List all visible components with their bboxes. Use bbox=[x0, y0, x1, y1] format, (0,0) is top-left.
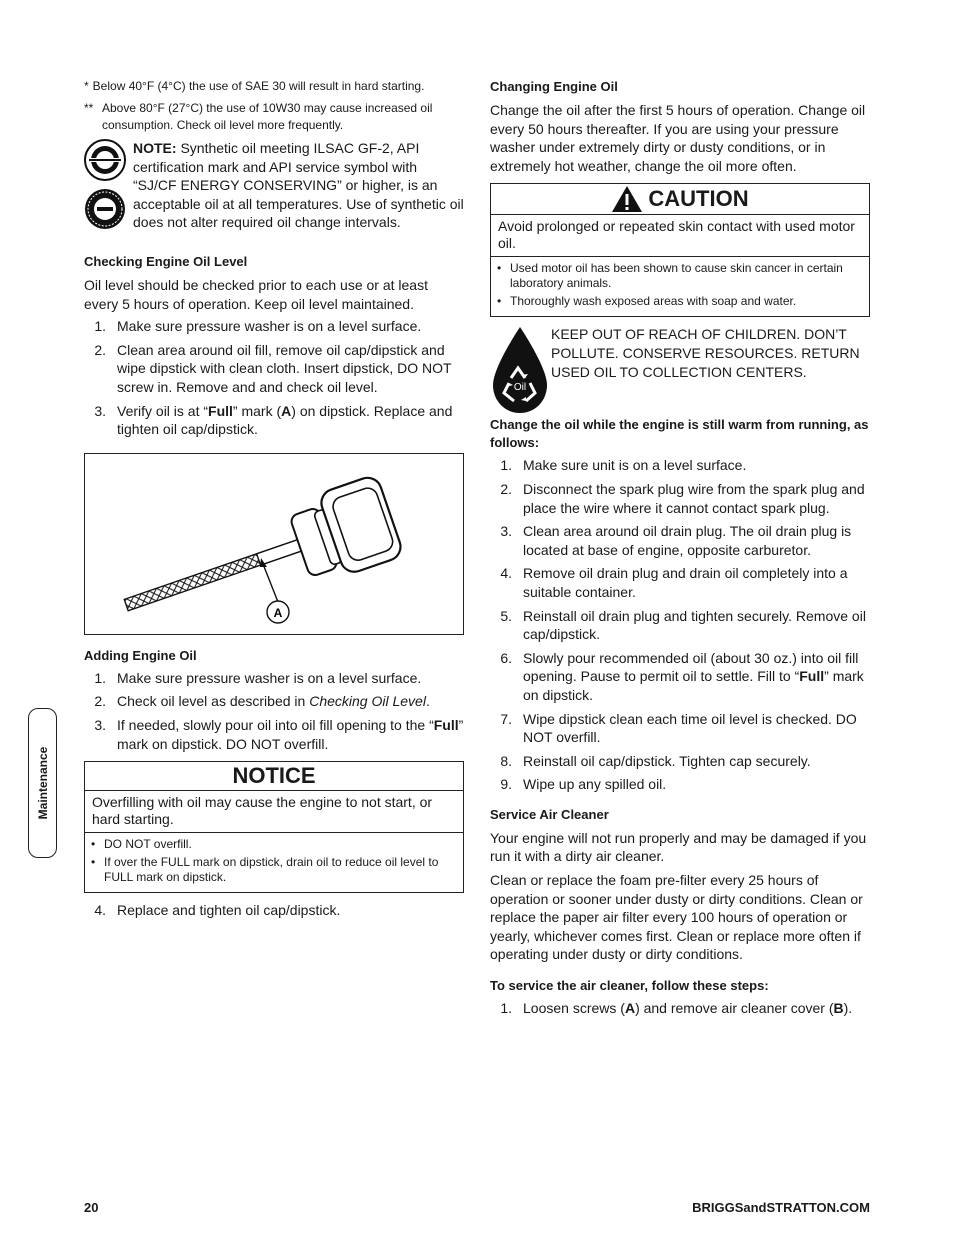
checking-steps bbox=[84, 317, 464, 439]
list-item bbox=[497, 294, 863, 309]
step-text bbox=[117, 402, 464, 439]
list-item bbox=[490, 456, 870, 475]
step-number: 4. bbox=[94, 902, 106, 919]
text-run: ” mark on dipstick. bbox=[523, 668, 864, 703]
list-item bbox=[84, 341, 464, 397]
text-run: Slowly pour recommended oil (about 30 oz.) into oil fill opening. Pause to permit oil to settle. Fill to “ bbox=[523, 649, 859, 685]
dipstick-illustration bbox=[85, 454, 463, 634]
caution-box bbox=[490, 183, 870, 317]
step-text: Replace and tighten oil cap/dipstick. bbox=[117, 902, 341, 919]
step-number: 1. bbox=[94, 318, 106, 335]
text-run: Full bbox=[799, 668, 825, 685]
list-item bbox=[490, 999, 870, 1018]
text-run: Full bbox=[208, 402, 233, 419]
adding-steps bbox=[84, 669, 464, 753]
step-text bbox=[523, 649, 870, 705]
step-text: Make sure unit is on a level surface. bbox=[523, 457, 747, 474]
oil-label: Oil bbox=[513, 382, 527, 394]
caution-main: Avoid prolonged or repeated skin contact with used motor oil. bbox=[491, 215, 869, 257]
list-item bbox=[91, 855, 457, 885]
caution-heading: CAUTION bbox=[648, 186, 749, 212]
bullet-icon: • bbox=[91, 837, 96, 852]
step-number: 6. bbox=[500, 649, 512, 666]
text-run: B bbox=[833, 1000, 844, 1017]
text-run: ). bbox=[843, 1000, 853, 1017]
list-item bbox=[84, 716, 464, 753]
caution-header bbox=[491, 184, 869, 215]
bullet-icon: • bbox=[497, 261, 502, 276]
oil-recycle-drop-icon bbox=[490, 325, 550, 415]
bullet-text: Thoroughly wash exposed areas with soap and water. bbox=[510, 294, 797, 309]
changing-heading: Changing Engine Oil bbox=[490, 79, 618, 94]
bullet-icon: • bbox=[91, 855, 96, 870]
bullet-text: DO NOT overfill. bbox=[104, 837, 192, 852]
air-cleaner-heading: Service Air Cleaner bbox=[490, 806, 609, 822]
text-run: Loosen screws ( bbox=[523, 1000, 625, 1017]
text-run: Full bbox=[433, 716, 459, 733]
list-item bbox=[84, 317, 464, 336]
certification-mark-icon bbox=[84, 188, 126, 230]
air-cleaner-steps bbox=[490, 999, 870, 1018]
footnote-mark: * bbox=[84, 79, 89, 93]
text-run: ” mark ( bbox=[232, 402, 282, 419]
step-text bbox=[523, 999, 870, 1018]
step-text bbox=[117, 692, 464, 711]
step-number: 9. bbox=[500, 776, 512, 793]
note-paragraph bbox=[133, 139, 464, 237]
list-item bbox=[91, 837, 457, 852]
list-item bbox=[490, 607, 870, 644]
callout-label-a: A bbox=[273, 605, 283, 620]
footer-website: BRIGGSandSTRATTON.COM bbox=[692, 1200, 870, 1215]
step-text: Clean area around oil fill, remove oil cap/dipstick and wipe dipstick with clean cloth. Insert dipstick, DO NOT screw in. Remove and and check oil level. bbox=[117, 341, 452, 395]
footnote bbox=[84, 78, 464, 95]
step-text: Make sure pressure washer is on a level surface. bbox=[117, 669, 422, 686]
left-column bbox=[84, 78, 464, 925]
step-number: 4. bbox=[500, 565, 512, 582]
list-item bbox=[490, 564, 870, 601]
air-cleaner-steps-heading: To service the air cleaner, follow these steps: bbox=[490, 978, 769, 994]
footnote bbox=[84, 100, 464, 134]
step-text: Wipe dipstick clean each time oil level is checked. DO NOT overfill. bbox=[523, 710, 857, 746]
list-item bbox=[84, 402, 464, 439]
warm-change-steps bbox=[490, 456, 870, 794]
notice-box bbox=[84, 761, 464, 893]
list-item bbox=[490, 480, 870, 517]
air-cleaner-p1: Your engine will not run properly and may be damaged if you run it with a dirty air cleaner. bbox=[490, 829, 867, 865]
text-run: A bbox=[281, 402, 292, 419]
section-tab-label: Maintenance bbox=[35, 746, 50, 820]
text-run: Check oil level as described in bbox=[117, 693, 310, 710]
text-run: A bbox=[624, 1000, 636, 1017]
footnote-text: Above 80°F (27°C) the use of 10W30 may cause increased oil consumption. Check oil level more frequently. bbox=[102, 101, 433, 132]
text-run: ) on dipstick. Replace and tighten oil cap/dipstick. bbox=[117, 402, 453, 438]
step-number: 2. bbox=[94, 693, 106, 710]
checking-intro: Oil level should be checked prior to each use or at least every 5 hours of operation. Keep oil level maintained. bbox=[84, 277, 428, 312]
warm-change-heading: Change the oil while the engine is still warm from running, as follows: bbox=[490, 417, 869, 451]
list-item bbox=[84, 692, 464, 711]
air-cleaner-p2: Clean or replace the foam pre-filter every 25 hours of operation or sooner under dusty or dirty conditions. Clean or replace the paper air filter every 100 hours of operation or yearly, whichever comes first. Clean or replace more often if operating under dusty or dirty conditions. bbox=[490, 872, 863, 963]
bullet-icon: • bbox=[497, 294, 502, 309]
step-number: 3. bbox=[94, 402, 106, 419]
adding-heading: Adding Engine Oil bbox=[84, 647, 197, 663]
footnote-text: Below 40°F (4°C) the use of SAE 30 will result in hard starting. bbox=[92, 79, 425, 93]
step-text: Clean area around oil drain plug. The oil drain plug is located at base of engine, opposite carburetor. bbox=[523, 523, 852, 558]
page-number: 20 bbox=[84, 1200, 99, 1215]
text-run: . bbox=[425, 693, 430, 710]
section-tab bbox=[28, 708, 57, 858]
changing-intro: Change the oil after the first 5 hours of operation. Change oil every 50 hours thereafter. If you are using your pressure washer under extremely dirty or dusty conditions, or in extremely hot weather, change the oil more often. bbox=[490, 102, 866, 174]
list-item bbox=[490, 775, 870, 794]
step-text: Reinstall oil drain plug and tighten securely. Remove oil cap/dipstick. bbox=[523, 607, 866, 643]
text-run: Verify oil is at “ bbox=[117, 402, 209, 419]
text-run: Checking Oil Level bbox=[309, 693, 426, 710]
step-number: 1. bbox=[94, 669, 106, 686]
list-item bbox=[84, 669, 464, 688]
text-run: If needed, slowly pour oil into oil fill opening to the “ bbox=[117, 716, 434, 733]
text-run: ” mark on dipstick. DO NOT overfill. bbox=[117, 716, 464, 752]
step-number: 1. bbox=[500, 1000, 512, 1017]
step-text: Remove oil drain plug and drain oil completely into a suitable container. bbox=[523, 565, 848, 600]
list-item bbox=[490, 710, 870, 747]
adding-steps-continued bbox=[84, 901, 464, 920]
step-number: 2. bbox=[94, 341, 106, 358]
checking-heading: Checking Engine Oil Level bbox=[84, 254, 248, 269]
notice-heading: NOTICE bbox=[85, 762, 463, 791]
notice-main: Overfilling with oil may cause the engine to not start, or hard starting. bbox=[85, 791, 463, 833]
step-number: 8. bbox=[500, 752, 512, 769]
step-text: Disconnect the spark plug wire from the spark plug and place the wire where it cannot contact spark plug. bbox=[523, 480, 865, 516]
warning-triangle-icon bbox=[611, 185, 643, 213]
list-item bbox=[84, 901, 464, 920]
recycle-text: KEEP OUT OF REACH OF CHILDREN. DON’T POLLUTE. CONSERVE RESOURCES. RETURN USED OIL TO COLLECTION CENTERS. bbox=[551, 326, 860, 380]
footnote-mark: ** bbox=[84, 101, 94, 115]
step-number: 5. bbox=[500, 607, 512, 624]
recycle-notice bbox=[490, 325, 870, 415]
bullet-text: Used motor oil has been shown to cause skin cancer in certain laboratory animals. bbox=[510, 261, 843, 291]
note-text: Synthetic oil meeting ILSAC GF-2, API certification mark and API service symbol with “SJ/CF ENERGY CONSERVING” or higher, is an acceptable oil at all temperatures. Use of synthetic oil does not alter required oil change intervals. bbox=[133, 140, 464, 231]
notice-bullets bbox=[85, 833, 463, 892]
list-item bbox=[490, 522, 870, 559]
step-text: Make sure pressure washer is on a level surface. bbox=[117, 318, 422, 335]
caution-bullets bbox=[491, 257, 869, 316]
text-run: ) and remove air cleaner cover ( bbox=[635, 1000, 834, 1017]
list-item bbox=[497, 261, 863, 291]
step-text: Wipe up any spilled oil. bbox=[523, 776, 667, 793]
list-item bbox=[490, 752, 870, 771]
right-column bbox=[490, 78, 870, 1023]
step-number: 7. bbox=[500, 710, 512, 727]
step-text: Reinstall oil cap/dipstick. Tighten cap securely. bbox=[523, 752, 811, 769]
step-number: 1. bbox=[500, 457, 512, 474]
step-number: 2. bbox=[500, 480, 512, 497]
api-service-symbol-icon bbox=[84, 139, 126, 181]
bullet-text: If over the FULL mark on dipstick, drain oil to reduce oil level to FULL mark on dipstick. bbox=[104, 855, 439, 885]
step-number: 3. bbox=[500, 523, 512, 540]
step-number: 3. bbox=[94, 716, 106, 733]
list-item bbox=[490, 649, 870, 705]
synthetic-oil-note bbox=[84, 139, 464, 237]
api-seals bbox=[84, 139, 133, 237]
note-label: NOTE: bbox=[133, 140, 177, 156]
step-text bbox=[117, 716, 464, 753]
dipstick-figure bbox=[84, 453, 464, 635]
